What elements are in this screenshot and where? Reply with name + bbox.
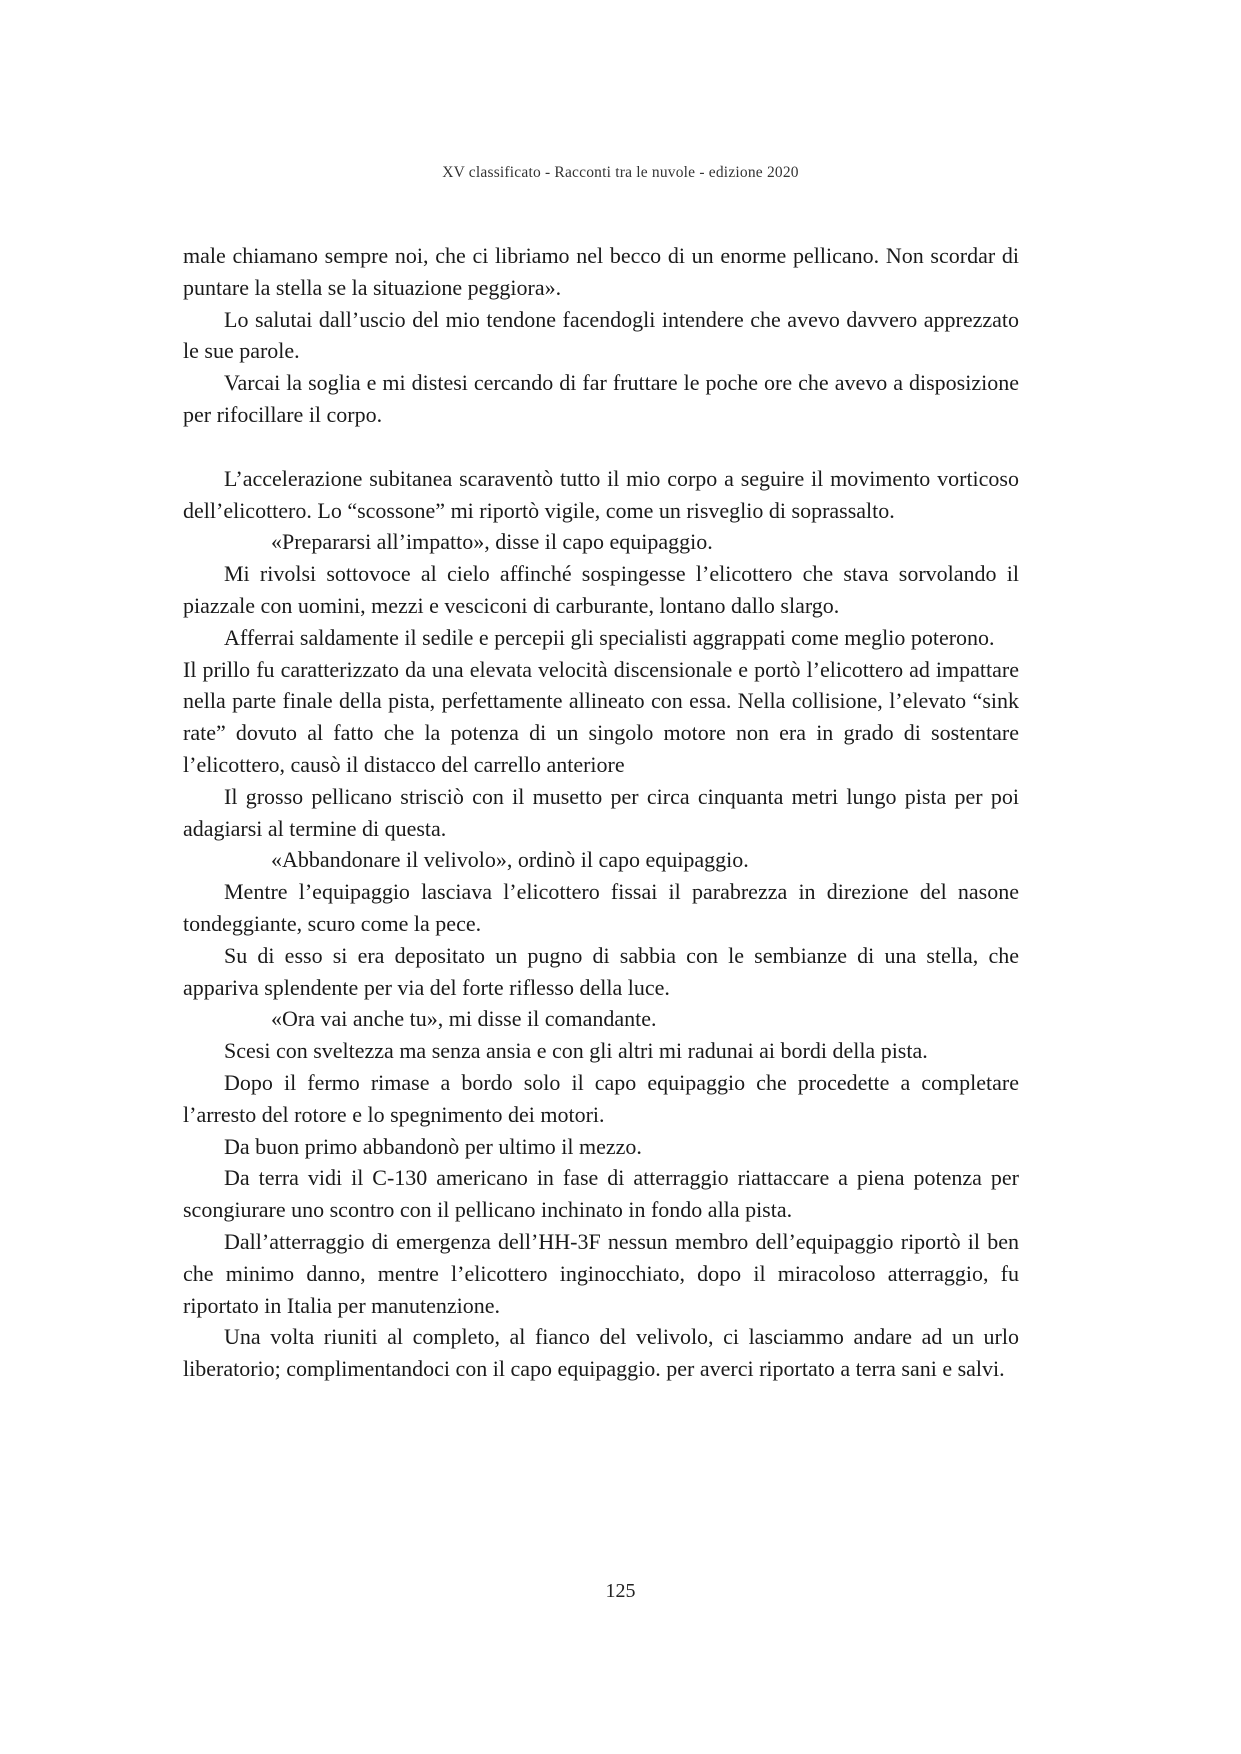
- paragraph: Da terra vidi il C-130 americano in fase di atterraggio riattaccare a piena potenza per scongiurare uno scontro con il pellicano inchinato in fondo alla pista.: [183, 1165, 1019, 1223]
- paragraph: male chiamano sempre noi, che ci libriamo nel becco di un enorme pellicano. Non scordar di puntare la stella se la situazione peggiora».: [183, 243, 1019, 300]
- page-number: 125: [605, 1580, 636, 1602]
- paragraph: Mi rivolsi sottovoce al cielo affinché sospingesse l’elicottero che stava sorvolando il piazzale con uomini, mezzi e vesciconi di carburante, lontano dallo slargo.: [183, 561, 1019, 618]
- paragraph: Dall’atterraggio di emergenza dell’HH-3F nessun membro dell’equipaggio riportò il ben che minimo danno, mentre l’elicottero inginocchiato, dopo il miracoloso atterraggio, fu riportato in Italia per manutenzione.: [183, 1228, 1019, 1318]
- paragraph: Varcai la soglia e mi distesi cercando di far fruttare le poche ore che avevo a disposizione per rifocillare il corpo.: [183, 370, 1019, 427]
- body-text: [183, 240, 1019, 1385]
- paragraph: Una volta riuniti al completo, al fianco del velivolo, ci lasciammo andare ad un urlo liberatorio; complimentandoci con il capo equipaggio. per averci riportato a terra sani e salvi.: [183, 1324, 1019, 1382]
- paragraph: Da buon primo abbandonò per ultimo il mezzo.: [224, 1133, 642, 1159]
- dialogue-line: «Prepararsi all’impatto», disse il capo equipaggio.: [271, 529, 713, 555]
- running-header: XV classificato - Racconti tra le nuvole - edizione 2020: [442, 164, 799, 181]
- paragraph: Dopo il fermo rimase a bordo solo il capo equipaggio che procedette a completare l’arresto del rotore e lo spegnimento dei motori.: [183, 1069, 1019, 1127]
- dialogue-line: «Abbandonare il velivolo», ordinò il capo equipaggio.: [271, 847, 749, 873]
- dialogue-line: «Ora vai anche tu», mi disse il comandante.: [271, 1006, 657, 1032]
- paragraph: Su di esso si era depositato un pugno di sabbia con le sembianze di una stella, che appariva splendente per via del forte riflesso della luce.: [183, 942, 1019, 1000]
- paragraph: Lo salutai dall’uscio del mio tendone facendogli intendere che avevo davvero apprezzato le sue parole.: [183, 306, 1019, 364]
- paragraph: Il grosso pellicano strisciò con il musetto per circa cinquanta metri lungo pista per poi adagiarsi al termine di questa.: [183, 783, 1019, 841]
- paragraph: L’accelerazione subitanea scaraventò tutto il mio corpo a seguire il movimento vorticoso dell’elicottero. Lo “scossone” mi riportò vigile, come un risveglio di soprassalto.: [183, 465, 1019, 523]
- paragraph: Mentre l’equipaggio lasciava l’elicottero fissai il parabrezza in direzione del nasone tondeggiante, scuro come la pece.: [183, 879, 1019, 936]
- paragraph: Il prillo fu caratterizzato da una elevata velocità discensionale e portò l’elicottero ad impattare nella parte finale della pista, perfettamente allineato con essa. Nella collisione, l’elevato “sink rate” dovuto al fatto che la potenza di un singolo motore non era in grado di sostentare l’elicottero, causò il distacco del carrello anteriore: [183, 656, 1019, 777]
- paragraph: Afferrai saldamente il sedile e percepii gli specialisti aggrappati come meglio poterono.: [224, 624, 995, 650]
- paragraph: Scesi con sveltezza ma senza ansia e con gli altri mi radunai ai bordi della pista.: [224, 1038, 928, 1064]
